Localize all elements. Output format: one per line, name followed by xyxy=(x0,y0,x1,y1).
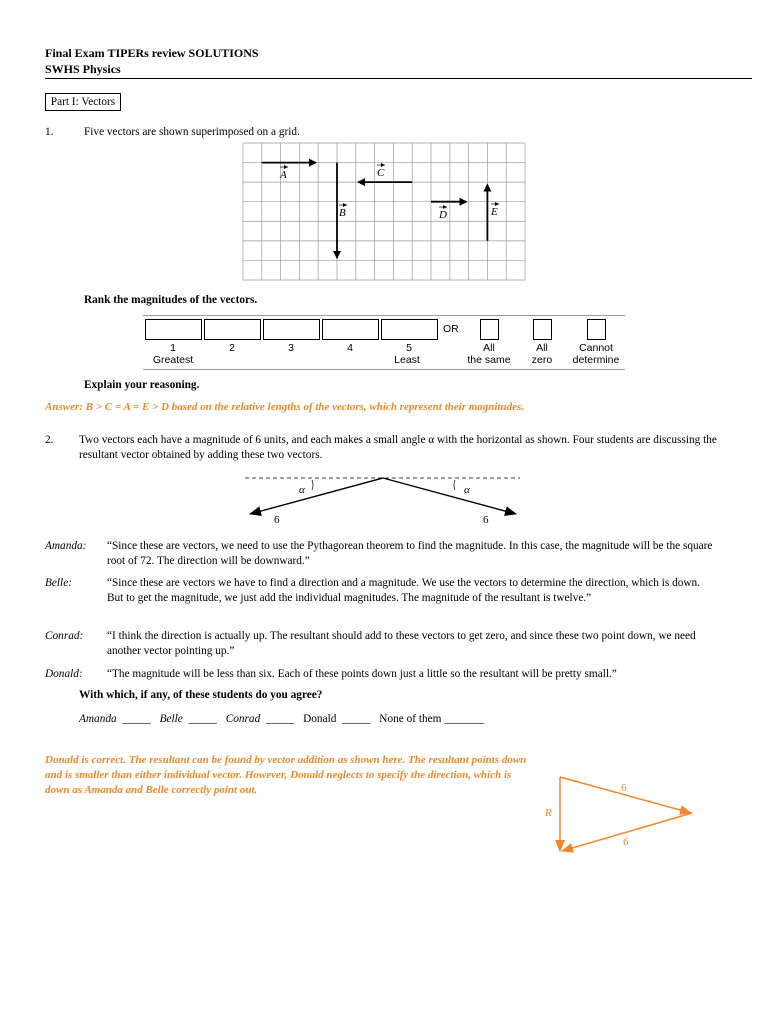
document-title: Final Exam TIPERs review SOLUTIONS xyxy=(45,46,259,60)
rank-number-1: 1 xyxy=(170,342,176,354)
choice-blank: _____ xyxy=(342,713,371,725)
vector-a-label: A xyxy=(280,169,287,181)
choice-name: Belle xyxy=(159,713,183,725)
all-same-label-line1: All xyxy=(483,342,495,354)
vector-e-label: E xyxy=(491,206,498,218)
student-name-donald: Donald: xyxy=(45,668,83,680)
choice-name: Amanda xyxy=(79,713,117,725)
all-zero-label-line1: All xyxy=(536,342,548,354)
right-angle-arc xyxy=(454,480,455,490)
all-zero-label-line2: zero xyxy=(531,354,553,366)
cannot-determine-checkbox[interactable] xyxy=(587,319,606,340)
vector-c-label: C xyxy=(377,167,385,179)
q1-text: Five vectors are shown superimposed on a grid. xyxy=(84,126,300,138)
choice-amanda[interactable] xyxy=(79,713,154,725)
choice-conrad[interactable] xyxy=(226,713,298,725)
left-angle-label: α xyxy=(299,484,305,496)
vector-b-label: B xyxy=(339,207,346,219)
cannot-determine-label-line2: determine xyxy=(572,354,620,366)
choice-belle[interactable] xyxy=(160,713,220,725)
all-same-checkbox[interactable] xyxy=(480,319,499,340)
choice-name: Donald xyxy=(303,713,337,725)
student-name-conrad: Conrad: xyxy=(45,630,84,642)
choice-blank: _____ xyxy=(122,713,151,725)
header-rule xyxy=(45,78,752,79)
triangle-side-label-bottom: 6 xyxy=(623,836,629,848)
explain-prompt: Explain your reasoning. xyxy=(84,379,200,391)
student-quote-amanda: “Since these are vectors, we need to use the Pythagorean theorem to find the magnitude. In this case, the magnitude will be the square root of 72. The direction will be downward.” xyxy=(107,540,713,567)
resultant-triangle-figure xyxy=(545,770,700,860)
rank-number-5: 5 xyxy=(406,342,412,354)
rank-prompt: Rank the magnitudes of the vectors. xyxy=(84,294,258,306)
left-vector-arrow xyxy=(250,478,383,514)
choice-none[interactable] xyxy=(379,713,487,725)
resultant-label: R xyxy=(545,807,552,819)
right-angle-label: α xyxy=(464,484,470,496)
rank-box-2[interactable] xyxy=(204,319,261,340)
choice-name: Conrad xyxy=(225,713,261,725)
q1-number: 1. xyxy=(45,126,54,138)
triangle-side-label-top: 6 xyxy=(621,782,627,794)
left-magnitude-label: 6 xyxy=(274,514,280,526)
q1-answer: Answer: B > C = A = E > D based on the relative lengths of the vectors, which represent their magnitudes. xyxy=(45,401,525,413)
document-subtitle: SWHS Physics xyxy=(45,62,121,76)
greatest-label: Greatest xyxy=(152,354,194,366)
right-vector-arrow xyxy=(383,478,516,514)
student-quote-belle: “Since these are vectors we have to find a direction and a magnitude. We use the vectors to determine the direction, which is down. But to get the magnitude, we just add the individual magnitudes. The magnitude of the resultant is twelve.” xyxy=(107,577,701,604)
rank-number-4: 4 xyxy=(347,342,353,354)
rank-box-3[interactable] xyxy=(263,319,320,340)
rank-number-2: 2 xyxy=(229,342,235,354)
all-zero-checkbox[interactable] xyxy=(533,319,552,340)
q2-text: Two vectors each have a magnitude of 6 units, and each makes a small angle α with the horizontal as shown. Four students are discussing the resultant vector obtained by adding these two vectors. xyxy=(79,434,717,461)
right-magnitude-label: 6 xyxy=(483,514,489,526)
rank-box-4[interactable] xyxy=(322,319,379,340)
answer-choices xyxy=(79,712,490,727)
least-label: Least xyxy=(394,354,420,366)
section-label: Part I: Vectors xyxy=(45,93,121,111)
rank-box-1[interactable] xyxy=(145,319,202,340)
student-name-belle: Belle: xyxy=(45,577,72,589)
choice-blank: _____ xyxy=(266,713,295,725)
student-name-amanda: Amanda: xyxy=(45,540,87,552)
q2-number: 2. xyxy=(45,434,54,446)
choice-donald[interactable] xyxy=(303,713,373,725)
ranking-area xyxy=(143,315,625,370)
agreement-question: With which, if any, of these students do you agree? xyxy=(79,689,323,701)
choice-blank: _______ xyxy=(444,713,484,725)
vector-d-label: D xyxy=(439,209,447,221)
rank-number-3: 3 xyxy=(288,342,294,354)
student-quote-donald: “The magnitude will be less than six. Each of these points down just a little so the resultant will be pretty small.” xyxy=(107,668,617,680)
two-vectors-figure xyxy=(240,468,525,528)
cannot-determine-label-line1: Cannot xyxy=(579,342,613,354)
vector-grid-figure xyxy=(243,143,526,281)
choice-blank: _____ xyxy=(188,713,217,725)
or-label: OR xyxy=(443,323,459,335)
all-same-label-line2: the same xyxy=(467,354,511,366)
grid-lines xyxy=(243,143,525,280)
choice-name: None of them xyxy=(379,713,442,725)
student-quote-conrad: “I think the direction is actually up. The resultant should add to these vectors to get zero, and since these two point down, we need another vector pointing up.” xyxy=(107,630,696,657)
q2-answer: Donald is correct. The resultant can be found by vector addition as shown here. The resultant points down and is smaller than either individual vector. However, Donald neglects to specify the direction, which is down as Amanda and Belle correctly point out. xyxy=(45,754,527,796)
rank-box-5[interactable] xyxy=(381,319,438,340)
left-angle-arc xyxy=(312,480,313,490)
